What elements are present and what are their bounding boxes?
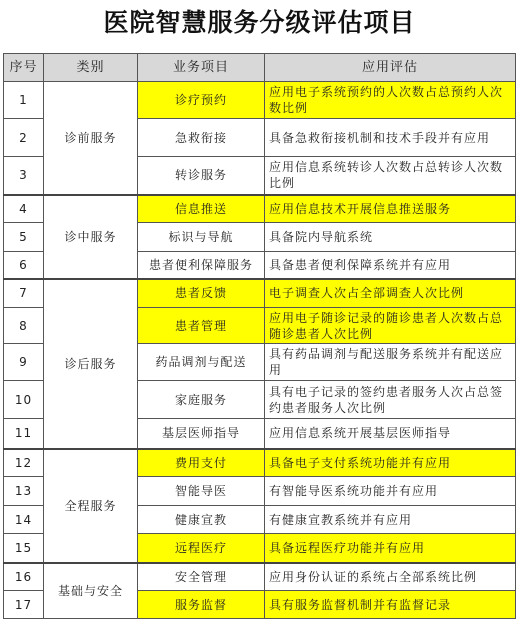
row-number: 11 (4, 419, 44, 449)
business-item-cell: 患者管理 (138, 308, 265, 344)
business-item-cell: 家庭服务 (138, 381, 265, 419)
row-number: 8 (4, 308, 44, 344)
evaluation-cell: 有健康宣教系统并有应用 (265, 506, 516, 534)
row-number: 4 (4, 195, 44, 223)
evaluation-cell: 应用身份认证的系统占全部系统比例 (265, 563, 516, 591)
evaluation-cell: 应用信息技术开展信息推送服务 (265, 195, 516, 223)
business-item-cell: 药品调剂与配送 (138, 344, 265, 381)
evaluation-cell: 应用信息系统转诊人次数占总转诊人次数比例 (265, 157, 516, 195)
evaluation-cell: 应用信息系统开展基层医师指导 (265, 419, 516, 449)
row-number: 2 (4, 119, 44, 157)
evaluation-cell: 有智能导医系统功能并有应用 (265, 477, 516, 506)
business-item-cell: 患者便利保障服务 (138, 252, 265, 279)
business-item-cell: 智能导医 (138, 477, 265, 506)
business-item-cell: 标识与导航 (138, 223, 265, 252)
evaluation-cell: 具有服务监督机制并有监督记录 (265, 591, 516, 619)
business-item-cell: 急救衔接 (138, 119, 265, 157)
table-row (4, 82, 516, 119)
row-number: 13 (4, 477, 44, 506)
table-row (4, 449, 516, 477)
row-number: 9 (4, 344, 44, 381)
category-cell: 诊后服务 (44, 279, 138, 449)
category-cell: 诊中服务 (44, 195, 138, 279)
business-item-cell: 诊疗预约 (138, 82, 265, 119)
header-category: 类别 (44, 54, 138, 82)
row-number: 6 (4, 252, 44, 279)
evaluation-cell: 具备远程医疗功能并有应用 (265, 534, 516, 563)
business-item-cell: 服务监督 (138, 591, 265, 619)
business-item-cell: 安全管理 (138, 563, 265, 591)
row-number: 14 (4, 506, 44, 534)
row-number: 12 (4, 449, 44, 477)
row-number: 10 (4, 381, 44, 419)
table-row (4, 279, 516, 308)
header-item: 业务项目 (138, 54, 265, 82)
page-title: 医院智慧服务分级评估项目 (103, 8, 416, 37)
row-number: 16 (4, 563, 44, 591)
evaluation-cell: 应用电子随诊记录的随诊患者人次数占总随诊患者人次比例 (265, 308, 516, 344)
category-cell: 诊前服务 (44, 82, 138, 195)
evaluation-cell: 具备电子支付系统功能并有应用 (265, 449, 516, 477)
evaluation-cell: 具有药品调剂与配送服务系统并有配送应用 (265, 344, 516, 381)
assessment-table (3, 53, 516, 619)
table-row (4, 563, 516, 591)
table-body (4, 82, 516, 619)
business-item-cell: 健康宣教 (138, 506, 265, 534)
row-number: 17 (4, 591, 44, 619)
table-header-row (4, 54, 516, 82)
row-number: 3 (4, 157, 44, 195)
row-number: 1 (4, 82, 44, 119)
evaluation-cell: 应用电子系统预约的人次数占总预约人次数比例 (265, 82, 516, 119)
table-row (4, 195, 516, 223)
category-cell: 基础与安全 (44, 563, 138, 619)
row-number: 15 (4, 534, 44, 563)
evaluation-cell: 电子调查人次占全部调查人次比例 (265, 279, 516, 308)
business-item-cell: 费用支付 (138, 449, 265, 477)
business-item-cell: 转诊服务 (138, 157, 265, 195)
category-cell: 全程服务 (44, 449, 138, 563)
row-number: 5 (4, 223, 44, 252)
header-eval: 应用评估 (265, 54, 516, 82)
evaluation-cell: 具有电子记录的签约患者服务人次占总签约患者服务人次比例 (265, 381, 516, 419)
business-item-cell: 信息推送 (138, 195, 265, 223)
header-no: 序号 (4, 54, 44, 82)
row-number: 7 (4, 279, 44, 308)
business-item-cell: 远程医疗 (138, 534, 265, 563)
evaluation-cell: 具备急救衔接机制和技术手段并有应用 (265, 119, 516, 157)
evaluation-cell: 具备院内导航系统 (265, 223, 516, 252)
business-item-cell: 患者反馈 (138, 279, 265, 308)
business-item-cell: 基层医师指导 (138, 419, 265, 449)
evaluation-cell: 具备患者便利保障系统并有应用 (265, 252, 516, 279)
